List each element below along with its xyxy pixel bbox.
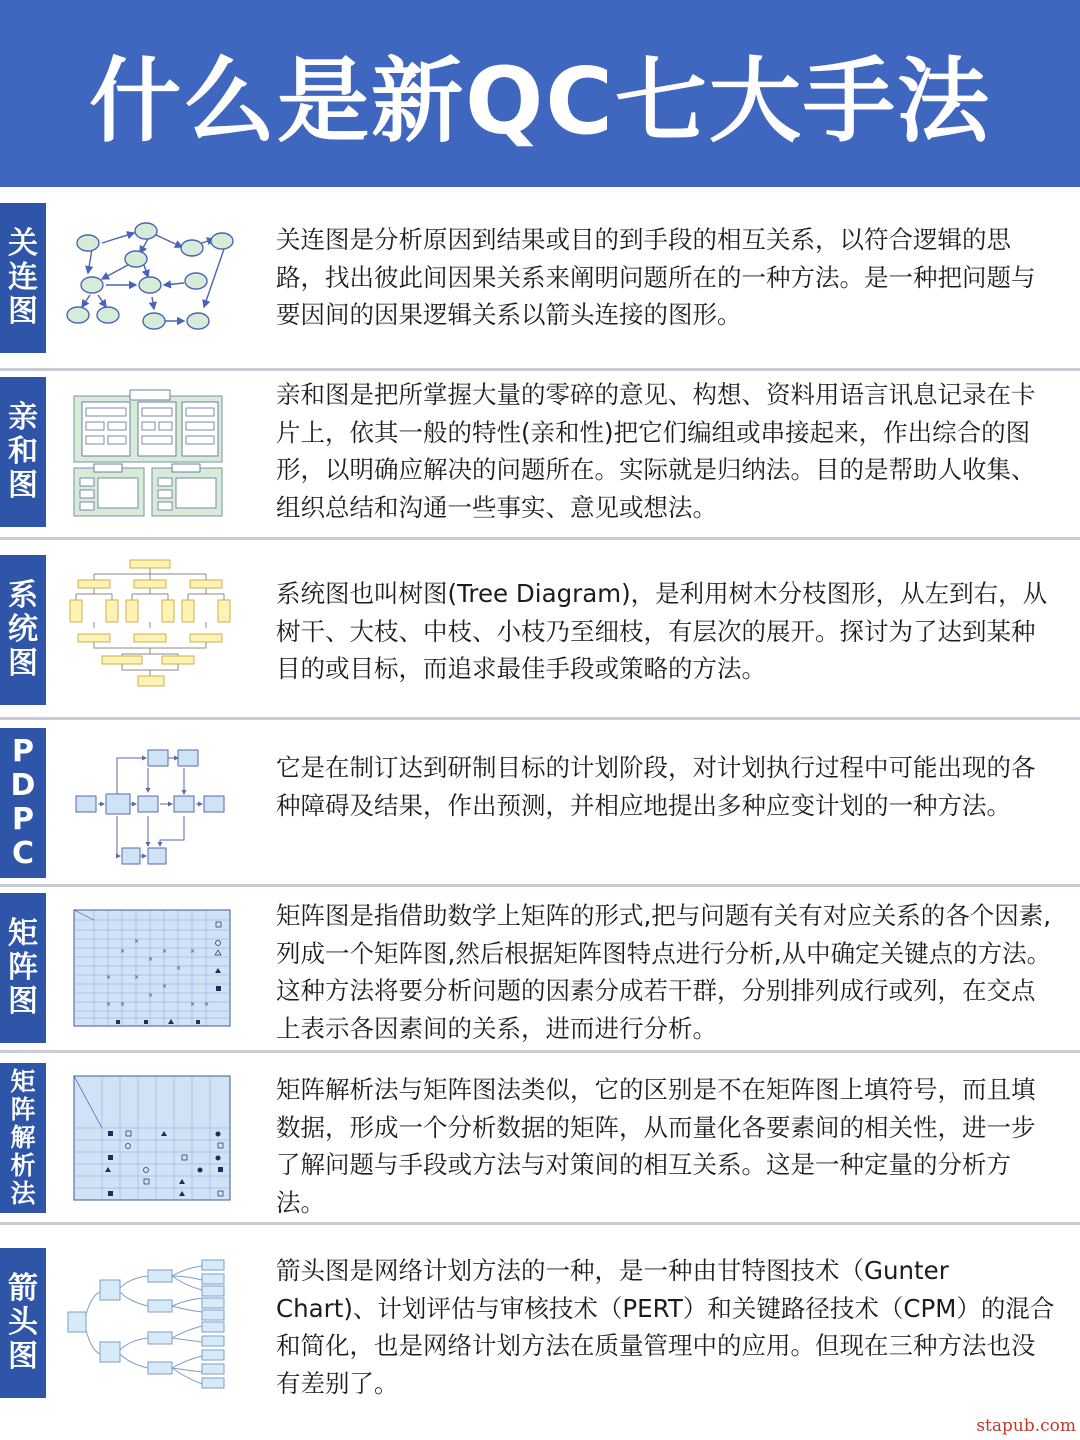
tab-char: 图 [8, 468, 38, 503]
tab-char: D [10, 768, 36, 803]
page-header [0, 0, 1080, 187]
divider [0, 717, 1080, 720]
tab-char: 阵 [8, 950, 38, 985]
svg-text:×: × [190, 1001, 196, 1008]
tab-char: 统 [8, 612, 38, 647]
matrix-analysis-icon [64, 1074, 240, 1202]
page-title: 什么是新QC七大手法 [89, 47, 991, 155]
tab-char: P [12, 802, 34, 837]
section-tab-pdpc [0, 728, 46, 878]
section-description: 矩阵解析法与矩阵图法类似，它的区别是不在矩阵图上填符号，而且填数据，形成一个分析数据的矩阵，从而量化各要素间的相关性，进一步了解问题与手段或方法与对策间的相互关系。这是一种定量的分析方法。 [276, 1075, 1036, 1217]
svg-text:×: × [190, 948, 196, 955]
divider [0, 884, 1080, 887]
tab-char: 解 [10, 1123, 36, 1152]
tab-char: 关 [8, 226, 38, 261]
tab-char: 法 [10, 1179, 36, 1208]
tab-char: 头 [8, 1305, 38, 1340]
divider [0, 1050, 1080, 1053]
svg-text:×: × [162, 983, 168, 990]
section-tab-arrow [0, 1248, 46, 1398]
site-watermark: stapub.com [976, 1416, 1076, 1436]
svg-text:×: × [148, 956, 154, 963]
section-tab-relation [0, 203, 46, 353]
svg-text:×: × [134, 974, 140, 981]
tab-char: 连 [8, 260, 38, 295]
tab-char: 阵 [10, 1095, 36, 1124]
tab-char: 图 [8, 646, 38, 681]
svg-text:×: × [106, 974, 112, 981]
tab-char: 矩 [8, 916, 38, 951]
section-tab-affinity [0, 377, 46, 527]
svg-text:×: × [106, 1001, 112, 1008]
svg-text:×: × [120, 948, 126, 955]
tab-char: P [12, 734, 34, 769]
tab-char: 亲 [8, 400, 38, 435]
svg-text:×: × [176, 965, 182, 972]
tab-char: 图 [8, 984, 38, 1019]
pdpc-diagram-icon [64, 740, 240, 870]
tab-char: 析 [10, 1151, 36, 1180]
matrix-diagram-icon [64, 908, 240, 1030]
tab-char: 系 [8, 578, 38, 613]
section-tab-tree [0, 555, 46, 705]
tab-char: 图 [8, 1339, 38, 1374]
section-tab-matrix-analysis [0, 1063, 46, 1213]
tab-char: C [11, 836, 35, 871]
affinity-diagram-icon [64, 388, 240, 520]
section-description: 箭头图是网络计划方法的一种，是一种由甘特图技术（Gunter Chart)、计划评估与审核技术（PERT）和关键路径技术（CPM）的混合和简化，也是网络计划方法在质量管理中的应用。但现在三种方法也没有差别了。 [276, 1256, 1055, 1398]
tree-diagram-icon [64, 558, 240, 694]
svg-text:×: × [148, 992, 154, 999]
section-description: 关连图是分析原因到结果或目的到手段的相互关系，以符合逻辑的思路，找出彼此间因果关系来阐明问题所在的一种方法。是一种把问题与要因间的因果逻辑关系以箭头连接的图形。 [276, 225, 1036, 329]
section-tab-matrix [0, 893, 46, 1043]
svg-text:×: × [134, 938, 140, 945]
tab-char: 和 [8, 434, 38, 469]
arrow-diagram-icon [64, 1258, 240, 1390]
tab-char: 箭 [8, 1271, 38, 1306]
section-description: 亲和图是把所掌握大量的零碎的意见、构想、资料用语言讯息记录在卡片上，依其一般的特性(亲和性)把它们编组或串接起来，作出综合的图形，以明确应解决的问题所在。实际就是归纳法。目的是帮助人收集、组织总结和沟通一些事实、意见或想法。 [276, 380, 1036, 522]
svg-text:×: × [162, 948, 168, 955]
section-description: 系统图也叫树图(Tree Diagram)，是利用树木分枝图形，从左到右，从树干、大枝、中枝、小枝乃至细枝，有层次的展开。探讨为了达到某种目的或目标，而追求最佳手段或策略的方法。 [276, 579, 1048, 683]
tab-char: 图 [8, 294, 38, 329]
section-description: 矩阵图是指借助数学上矩阵的形式,把与问题有关有对应关系的各个因素,列成一个矩阵图,然后根据矩阵图特点进行分析,从中确定关键点的方法。这种方法将要分析问题的因素分成若干群，分别排列成行或列，在交点上表示各因素间的关系，进而进行分析。 [276, 901, 1052, 1043]
section-description: 它是在制订达到研制目标的计划阶段，对计划执行过程中可能出现的各种障碍及结果，作出预测，并相应地提出多种应变计划的一种方法。 [276, 753, 1036, 820]
svg-text:×: × [120, 1001, 126, 1008]
relation-diagram-icon [64, 215, 240, 335]
divider [0, 368, 1080, 371]
svg-text:×: × [204, 1001, 210, 1008]
divider [0, 1222, 1080, 1225]
divider [0, 537, 1080, 540]
tab-char: 矩 [10, 1067, 36, 1096]
